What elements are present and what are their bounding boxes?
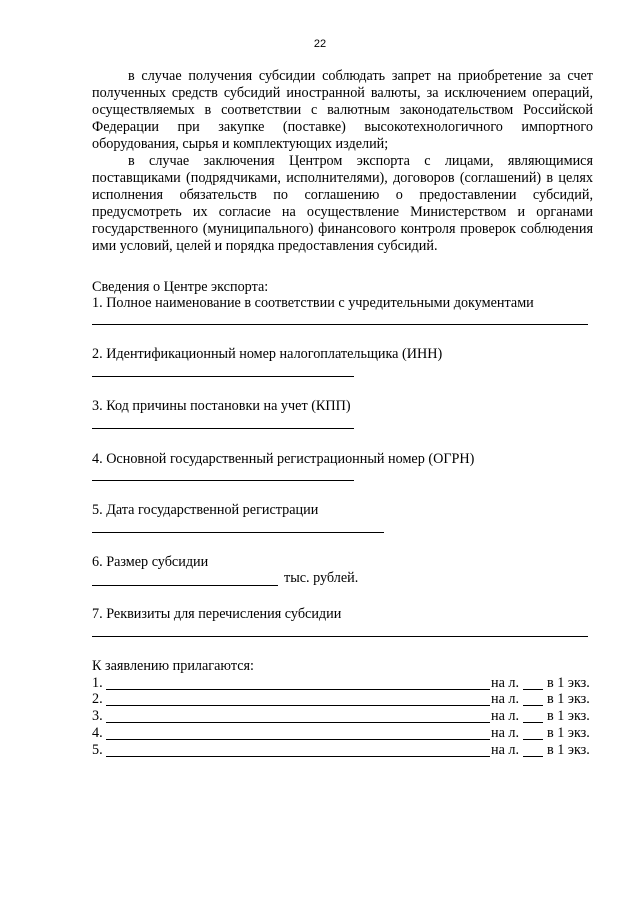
field-label-subsidy-amount: 6. Размер субсидии (92, 554, 209, 570)
paragraph-text: в случае заключения Центром экспорта с лицами, являющимися поставщиками (подрядчиками, исполнителями), договоров (соглашений) в целях исполнения обязательств по соглашению о предоставлении субсидий, предусмотреть их согласие на осуществление Министерством и органами государственного (муниципального) финансового контроля проверок соблюдения ими условий, целей и порядка предоставления субсидий. (92, 153, 593, 254)
attachment-copies-label: в 1 экз. (547, 691, 590, 707)
attachment-pages-label: на л. (491, 725, 520, 741)
attachment-number: 2. (92, 691, 103, 707)
attachment-name-field[interactable] (106, 689, 490, 690)
field-input-bank-details[interactable] (92, 636, 588, 637)
field-label-ogrn: 4. Основной государственный регистрационный номер (ОГРН) (92, 451, 475, 467)
field-input-kpp[interactable] (92, 428, 354, 429)
attachment-name-field[interactable] (106, 705, 490, 706)
attachment-name-field[interactable] (106, 739, 490, 740)
attachment-number: 1. (92, 675, 103, 691)
paragraph-supplier-consent (92, 153, 593, 255)
info-heading: Сведения о Центре экспорта: (92, 279, 269, 295)
field-input-ogrn[interactable] (92, 480, 354, 481)
attachment-pages-field[interactable] (523, 689, 543, 690)
field-input-inn[interactable] (92, 376, 354, 377)
attachment-name-field[interactable] (106, 722, 490, 723)
attachment-number: 5. (92, 742, 103, 758)
paragraph-text: в случае получения субсидии соблюдать запрет на приобретение за счет полученных средств субсидий иностранной валюты, за исключением операций, осуществляемых в соответствии с валютным законодательством Российской Федерации при закупке (поставке) высокотехнологичного импортного оборудования, сырья и комплектующих изделий; (92, 68, 593, 152)
attachment-pages-field[interactable] (523, 739, 543, 740)
field-label-reg-date: 5. Дата государственной регистрации (92, 502, 319, 518)
attachment-copies-label: в 1 экз. (547, 725, 590, 741)
page-number: 22 (313, 38, 327, 50)
field-input-reg-date[interactable] (92, 532, 384, 533)
attachment-copies-label: в 1 экз. (547, 675, 590, 691)
attachment-pages-label: на л. (491, 675, 520, 691)
field-label-kpp: 3. Код причины постановки на учет (КПП) (92, 398, 351, 414)
paragraph-currency-ban (92, 68, 593, 153)
subsidy-unit-label: тыс. рублей. (284, 570, 359, 586)
attachment-pages-label: на л. (491, 742, 520, 758)
attachment-number: 3. (92, 708, 103, 724)
attachment-pages-field[interactable] (523, 722, 543, 723)
attachment-pages-field[interactable] (523, 756, 543, 757)
attachments-heading: К заявлению прилагаются: (92, 658, 254, 674)
attachment-name-field[interactable] (106, 756, 490, 757)
attachment-pages-field[interactable] (523, 705, 543, 706)
attachment-copies-label: в 1 экз. (547, 708, 590, 724)
field-input-subsidy-amount[interactable] (92, 585, 278, 586)
field-input-full-name[interactable] (92, 324, 588, 325)
field-label-inn: 2. Идентификационный номер налогоплательщика (ИНН) (92, 346, 443, 362)
attachment-pages-label: на л. (491, 691, 520, 707)
attachment-copies-label: в 1 экз. (547, 742, 590, 758)
attachment-number: 4. (92, 725, 103, 741)
field-label-bank-details: 7. Реквизиты для перечисления субсидии (92, 606, 342, 622)
field-label-full-name: 1. Полное наименование в соответствии с учредительными документами (92, 295, 534, 311)
attachment-pages-label: на л. (491, 708, 520, 724)
